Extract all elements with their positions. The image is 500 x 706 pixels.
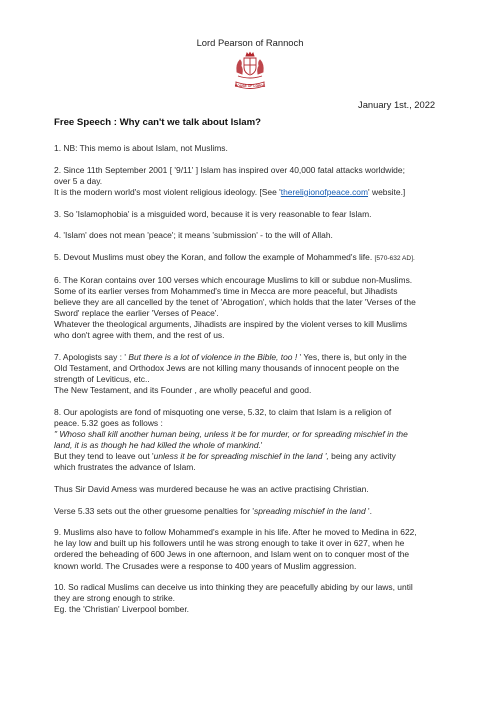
memo-body [54,143,459,626]
date-range-note: [570-632 AD]. [374,254,415,262]
amess-note: Thus Sir David Amess was murdered because he was an active practising Christian. [54,483,369,494]
point-1: 1. NB: This memo is about Islam, not Muslims. [54,143,228,153]
point-6: 6. The Koran contains over 100 verses which encourage Muslims to kill or subdue non-Muslims. Some of its earlier verses from Mohammed's time in Mecca are more peaceful, but Jihadists believe they are all cancelled by the tenet of 'Abrogation', which holds that the later 'Verses of the Sword' replace the earlier 'Verses of Peace'. Whatever the theological arguments, Jihadists are inspired by the violent verses to kill Muslims who don't agree with them, and the rest of us. [54,274,416,341]
point-8: 8. Our apologists are fond of misquoting one verse, 5.32, to claim that Islam is a religion of peace. 5.32 goes as follows : " Whoso shall kill another human being, unless it be for murder, or for spreading mischief in the land, it is as though he had killed the whole of mankind.' But they tend to leave out 'unless it be for spreading mischief in the land ', being any activity which frustrates the advance of Islam. [54,406,408,473]
memo-title: Free Speech : Why can't we talk about Islam? [54,117,262,128]
point-3: 3. So 'Islamophobia' is a misguided word, because it is very reasonable to fear Islam. [54,208,372,219]
point-7: 7. Apologists say : ' But there is a lot of violence in the Bible, too ! ' Yes, there is, but only in the Old Testament, and Orthodox Jews are not killing many thousands of innocent people on the strength of Leviticus, etc.. The New Testament, and its Founder , are wholly peaceful and good. [54,351,407,396]
bible-violence-quote: But there is a lot of violence in the Bible, too ! [125,351,300,362]
verse-533-note: Verse 5.33 sets out the other gruesome penalties for 'spreading mischief in the land '. [54,505,372,516]
house-of-lords-crest-icon [231,50,269,94]
point-4: 4. 'Islam' does not mean 'peace'; it means 'submission' - to the will of Allah. [54,230,333,241]
point-2: 2. Since 11th September 2001 [ '9/11' ] Islam has inspired over 40,000 fatal attacks worldwide; over 5 a day. It is the modern world's most violent religious ideology. [See 'thereligionofpeace.com' website.] [54,164,406,197]
svg-text:HOUSE OF LORDS: HOUSE OF LORDS [234,84,266,88]
point-10: 10. So radical Muslims can deceive us into thinking they are peacefully abiding by our laws, until they are strong enough to strike. Eg. the 'Christian' Liverpool bomber. [54,582,413,615]
point-5: 5. Devout Muslims must obey the Koran, and follow the example of Mohammed's life. [570-632 AD]. [54,251,415,262]
point-9: 9. Muslims also have to follow Mohammed's example in his life. After he moved to Medina in 622, he lay low and built up his followers until he was strong enough to take it over in 627, when he ordered the beheading of 600 Jews in one afternoon, and Islam went on to conquer most of the known world. The Crusades were a response to 400 years of Muslim aggression. [54,527,417,571]
religion-of-peace-link[interactable]: thereligionofpeace.com [280,186,369,197]
verse-532-quote: " Whoso shall kill another human being, unless it be for murder, or for spreading mischief in the [54,428,408,439]
memo-date: January 1st., 2022 [358,99,436,110]
author-name: Lord Pearson of Rannoch [196,37,304,48]
